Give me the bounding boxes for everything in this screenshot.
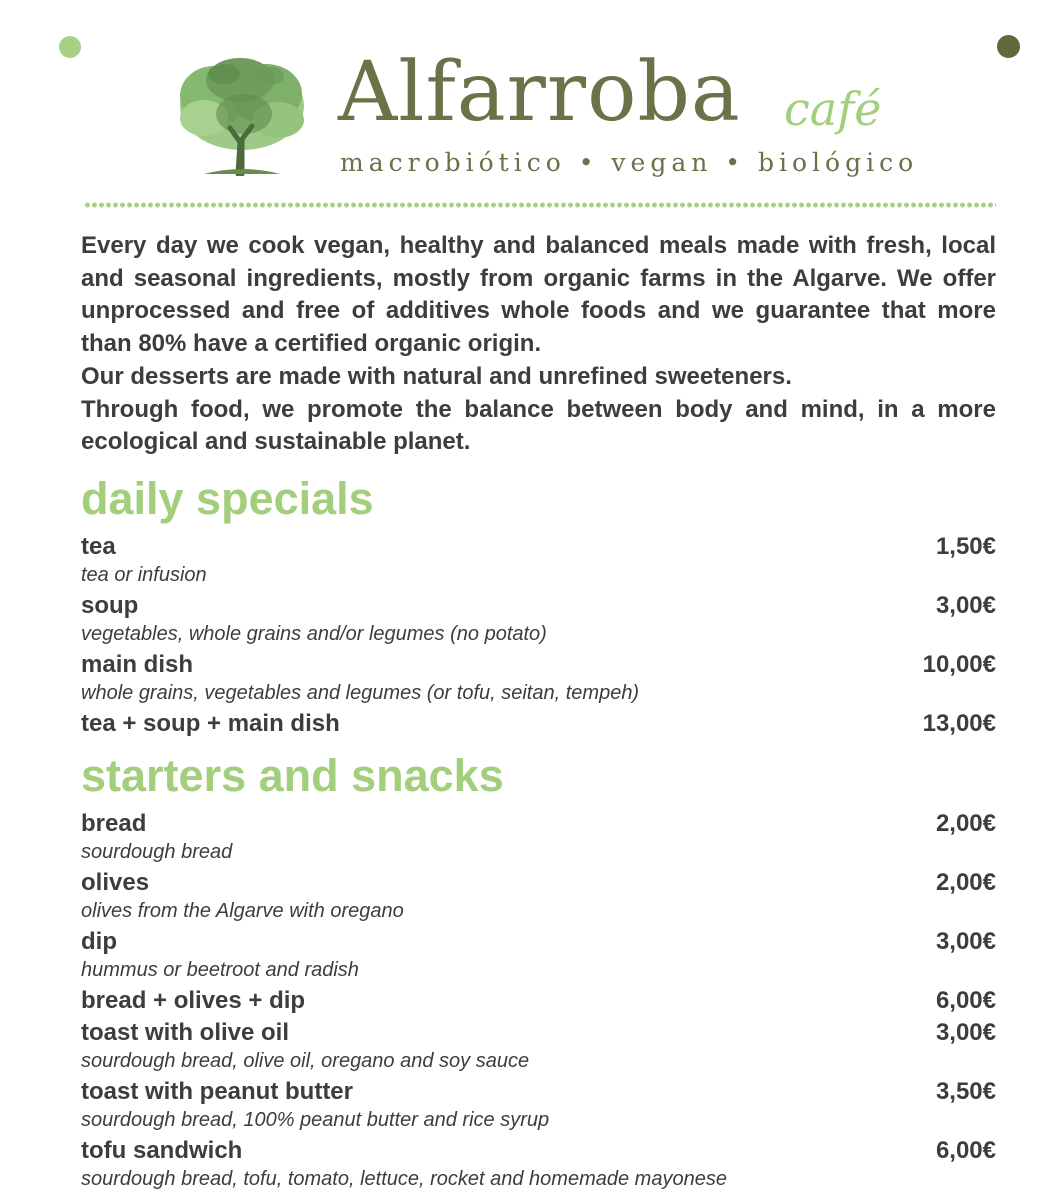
menu-item <box>81 650 996 706</box>
item-description: sourdough bread, olive oil, oregano and soy sauce <box>81 1050 530 1072</box>
intro-paragraph: Every day we cook vegan, healthy and balanced meals made with fresh, local and seasonal ingredients, mostly from organic farms in the Algarve. We offer unprocessed and free of additives whole foods and we guarantee that more than 80% have a certified organic origin. <box>81 232 996 358</box>
item-price: 10,00€ <box>922 651 996 678</box>
item-description: tea or infusion <box>81 564 207 586</box>
item-price: 3,00€ <box>935 928 996 955</box>
tagline: macrobiótico • vegan • biológico <box>340 148 919 177</box>
item-price: 6,00€ <box>935 1137 996 1164</box>
item-price: 13,00€ <box>922 710 996 737</box>
menu-item <box>81 868 996 924</box>
item-name: bread + olives + dip <box>81 987 306 1014</box>
menu-item <box>81 1018 996 1074</box>
menu-item <box>81 591 996 647</box>
dotted-divider <box>84 202 996 208</box>
intro-text <box>81 230 996 459</box>
item-name: toast with olive oil <box>81 1019 290 1046</box>
menu-item <box>81 1136 996 1192</box>
menu-header <box>0 0 1046 200</box>
item-price: 1,50€ <box>935 533 996 560</box>
tree-icon <box>174 56 310 176</box>
item-description: olives from the Algarve with oregano <box>81 900 404 922</box>
item-description: sourdough bread, 100% peanut butter and rice syrup <box>81 1109 550 1131</box>
intro-paragraph: Through food, we promote the balance between body and mind, in a more ecological and sustainable planet. <box>81 395 996 456</box>
intro-paragraph: Our desserts are made with natural and unrefined sweeteners. <box>81 362 792 390</box>
item-description: vegetables, whole grains and/or legumes (no potato) <box>81 623 547 645</box>
item-price: 6,00€ <box>935 987 996 1014</box>
item-price: 2,00€ <box>935 869 996 896</box>
item-description: sourdough bread <box>81 841 233 863</box>
brand-name: Alfarroba <box>338 45 741 140</box>
item-description: sourdough bread, tofu, tomato, lettuce, rocket and homemade mayonese <box>81 1168 727 1190</box>
item-name: toast with peanut butter <box>81 1078 353 1105</box>
menu-item <box>81 709 996 739</box>
menu-item <box>81 809 996 865</box>
item-name: tea <box>81 533 116 560</box>
item-description: hummus or beetroot and radish <box>81 959 359 981</box>
item-name: dip <box>81 928 117 955</box>
item-name: soup <box>81 592 139 619</box>
item-name: tofu sandwich <box>81 1137 243 1164</box>
item-name: olives <box>81 869 150 896</box>
item-price: 3,00€ <box>935 1019 996 1046</box>
menu-item <box>81 532 996 588</box>
menu-item <box>81 927 996 983</box>
item-price: 2,00€ <box>935 810 996 837</box>
item-description: whole grains, vegetables and legumes (or tofu, seitan, tempeh) <box>81 682 640 704</box>
brand-suffix: café <box>784 82 882 136</box>
item-name: bread <box>81 810 147 837</box>
item-price: 3,50€ <box>935 1078 996 1105</box>
section-title-starters-and-snacks: starters and snacks <box>81 750 504 801</box>
menu-item <box>81 986 996 1016</box>
item-price: 3,00€ <box>935 592 996 619</box>
section-title-daily-specials: daily specials <box>81 473 374 524</box>
menu-item <box>81 1077 996 1133</box>
item-name: main dish <box>81 651 194 678</box>
item-name: tea + soup + main dish <box>81 710 340 737</box>
